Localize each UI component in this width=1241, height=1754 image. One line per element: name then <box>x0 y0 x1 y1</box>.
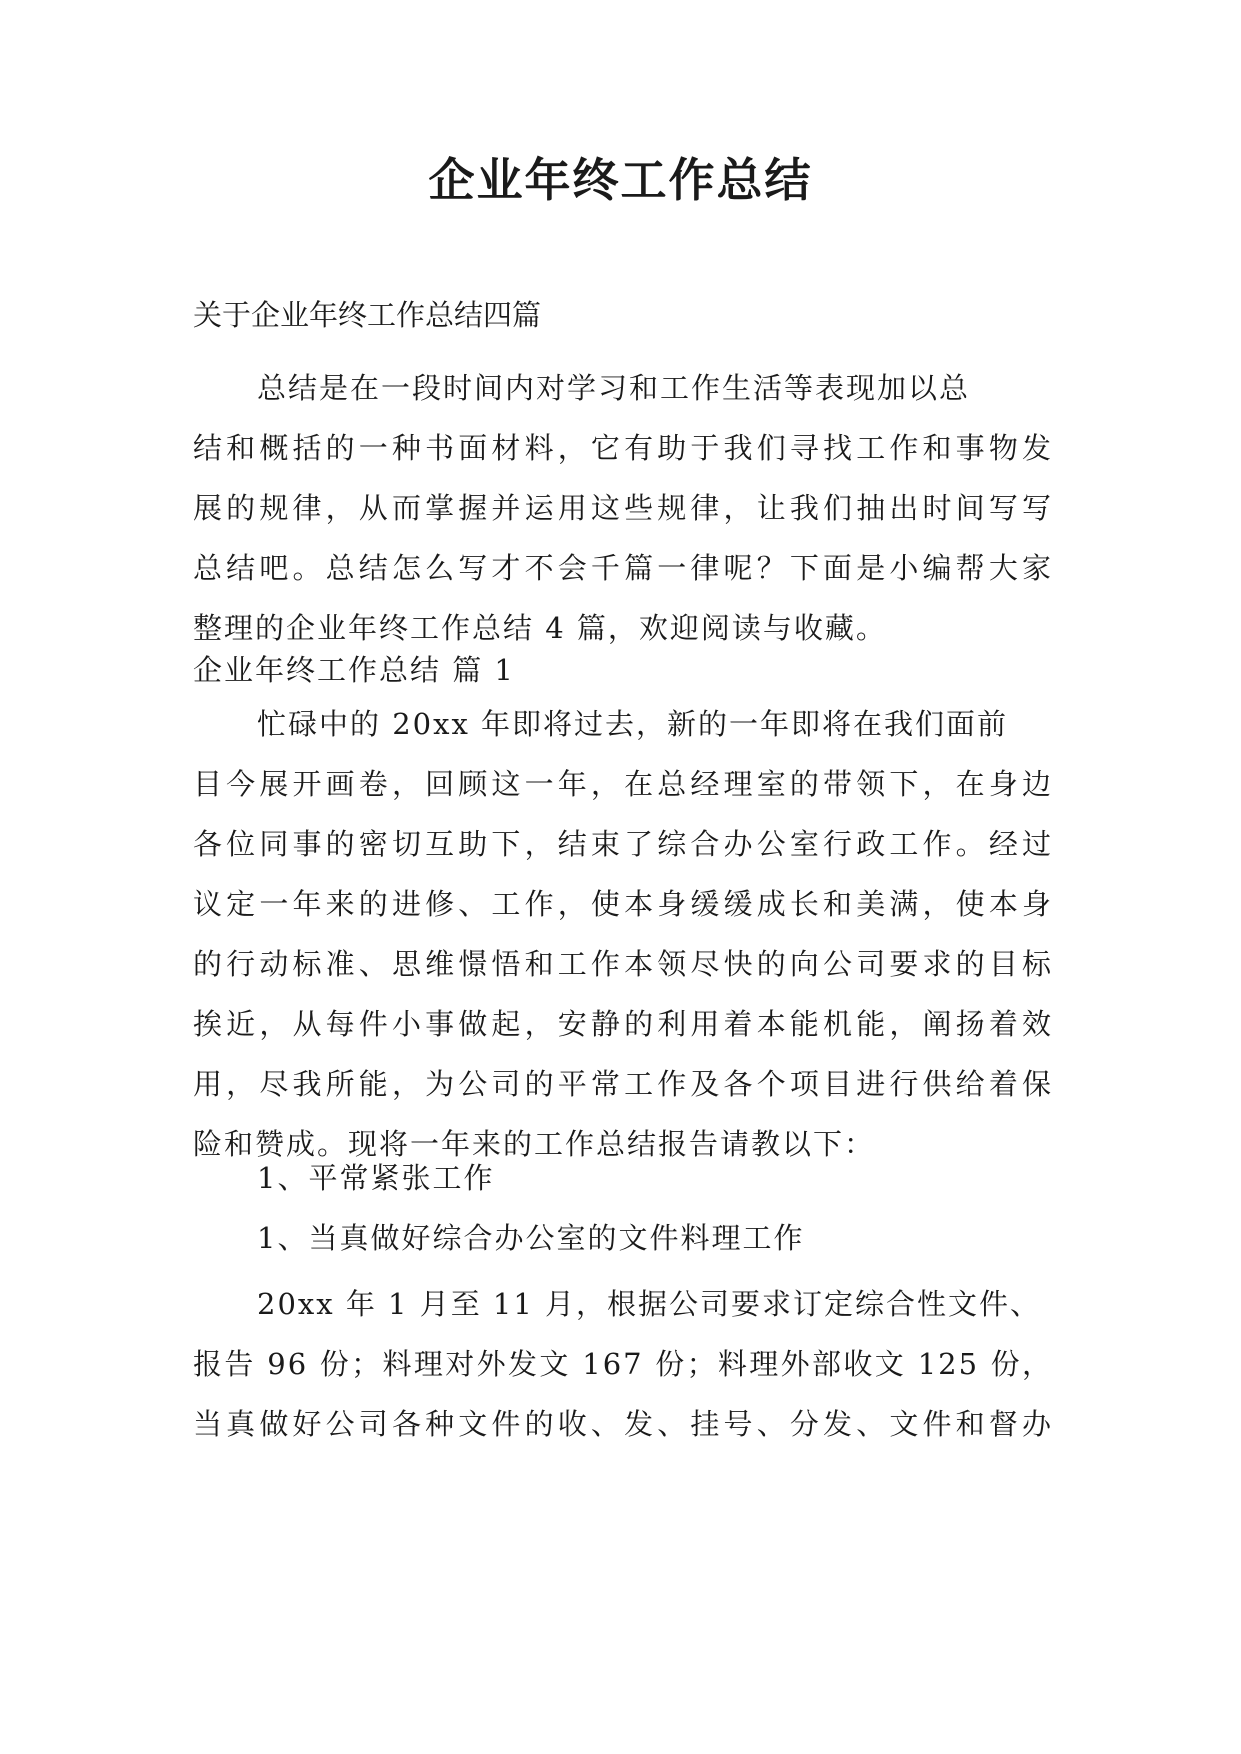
section-line: 各位同事的密切互助下，结束了综合办公室行政工作。经过 <box>193 827 1053 861</box>
intro-line: 展的规律，从而掌握并运用这些规律，让我们抽出时间写写 <box>193 491 1053 525</box>
section-line: 用，尽我所能，为公司的平常工作及各个项目进行供给着保 <box>193 1067 1053 1101</box>
section-paragraph <box>193 694 1053 1174</box>
subitem-heading: 1、当真做好综合办公室的文件料理工作 <box>257 1221 805 1255</box>
intro-line: 整理的企业年终工作总结 4 篇，欢迎阅读与收藏。 <box>193 611 887 645</box>
intro-line: 总结是在一段时间内对学习和工作生活等表现加以总 <box>257 371 971 405</box>
section-line: 目今展开画卷，回顾这一年，在总经理室的带领下，在身边 <box>193 767 1053 801</box>
final-line: 当真做好公司各种文件的收、发、挂号、分发、文件和督办 <box>193 1407 1053 1441</box>
intro-line: 总结吧。总结怎么写才不会千篇一律呢？下面是小编帮大家 <box>193 551 1053 585</box>
item-heading-block <box>193 1148 1053 1268</box>
intro-line: 结和概括的一种书面材料，它有助于我们寻找工作和事物发 <box>193 431 1053 465</box>
final-line: 20xx 年 1 月至 11 月，根据公司要求订定综合性文件、 <box>257 1287 1042 1321</box>
section-line: 挨近，从每件小事做起，安静的利用着本能机能，阐扬着效 <box>193 1007 1053 1041</box>
document-title: 企业年终工作总结 <box>428 153 813 207</box>
final-line: 报告 96 份；料理对外发文 167 份；料理外部收文 125 份， <box>193 1347 1053 1381</box>
final-paragraph <box>193 1274 1053 1454</box>
document-subtitle: 关于企业年终工作总结四篇 <box>193 298 542 332</box>
section-line: 议定一年来的进修、工作，使本身缓缓成长和美满，使本身 <box>193 887 1053 921</box>
section-line: 的行动标准、思维憬悟和工作本领尽快的向公司要求的目标 <box>193 947 1053 981</box>
section-heading: 企业年终工作总结 篇 1 <box>193 653 515 687</box>
section-heading-block <box>193 640 1053 700</box>
section-line: 险和赞成。现将一年来的工作总结报告请教以下： <box>193 1127 876 1161</box>
intro-paragraph <box>193 358 1053 658</box>
section-line: 忙碌中的 20xx 年即将过去，新的一年即将在我们面前 <box>257 707 1009 741</box>
item-heading: 1、平常紧张工作 <box>257 1161 495 1195</box>
